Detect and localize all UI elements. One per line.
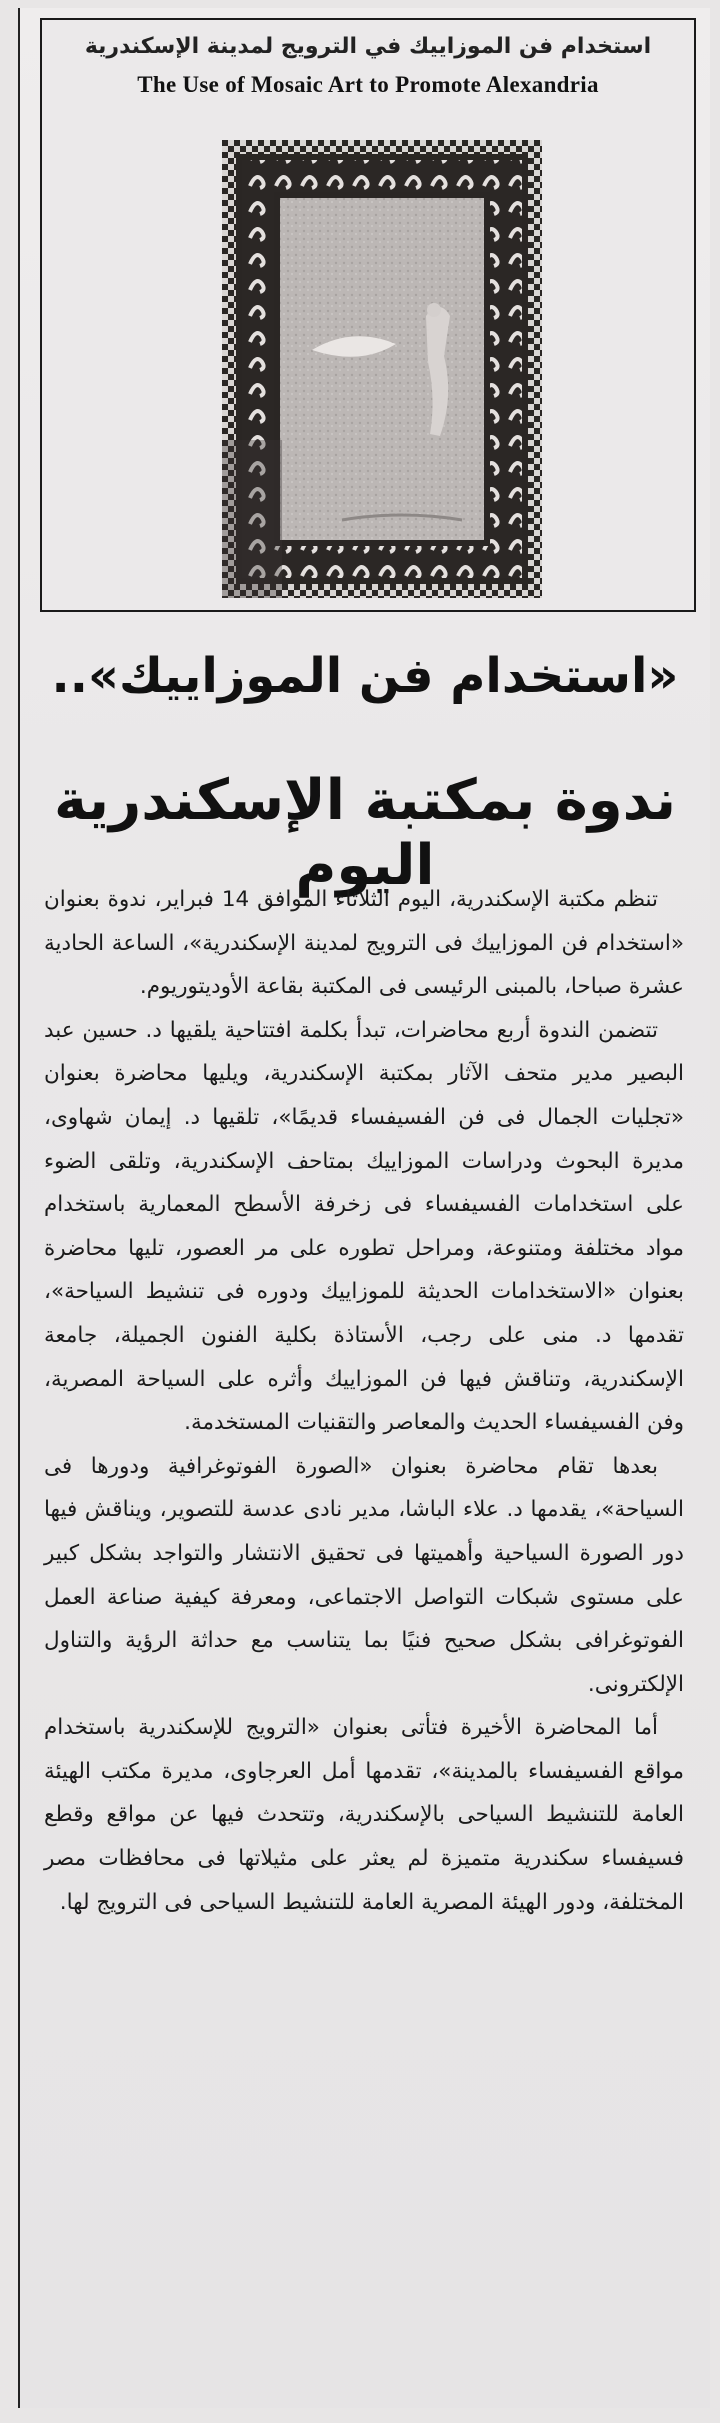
article-paragraph: أما المحاضرة الأخيرة فتأتى بعنوان «الترويج للإسكندرية باستخدام مواقع الفسيفساء بالمدينة»، تقدمها أمل العرجاوى، مديرة مكتب الهيئة العامة للتنشيط السياحى بالإسكندرية، وتتحدث فيها عن مواقع وقطع فسيفساء سكندرية متميزة لم يعثر على مثيلاتها فى محافظات مصر المختلفة، ودور الهيئة المصرية العامة للتنشيط السياحى فى الترويج لها. — [44, 1715, 684, 1915]
mosaic-photo — [222, 140, 542, 598]
headline-line-1: «استخدام فن الموزاييك».. — [51, 648, 679, 704]
photo-caption-arabic: استخدام فن الموزاييك في الترويج لمدينة الإسكندرية — [84, 34, 652, 59]
photo-box — [40, 18, 696, 612]
article-paragraph: بعدها تقام محاضرة بعنوان «الصورة الفوتوغرافية ودورها فى السياحة»، يقدمها د. علاء الباشا، مدير نادى عدسة للتصوير، ويناقش فيها دور الصورة السياحية وأهميتها فى تحقيق الانتشار والتواجد بشكل كبير على مستوى شبكات التواصل الاجتماعى، ومعرفة كيفية صناعة العمل الفوتوغرافى بشكل صحيح فنيًا بما يتناسب مع حداثة الرؤية والتناول الإلكترونى. — [44, 1453, 684, 1697]
headline-line-2: ندوة بمكتبة الإسكندرية اليوم — [53, 768, 676, 898]
article-paragraph: تتضمن الندوة أربع محاضرات، تبدأ بكلمة افتتاحية يلقيها د. حسين عبد البصير مدير متحف الآثار بمكتبة الإسكندرية، ويليها محاضرة بعنوان «تجليات الجمال فى فن الفسيفساء قديمًا»، تلقيها د. إيمان شهاوى، مديرة البحوث ودراسات الموزاييك بمتاحف الإسكندرية، وتلقى الضوء على استخدامات الفسيفساء فى زخرفة الأسطح المعمارية باستخدام مواد مختلفة ومتنوعة، ومراحل تطوره على مر العصور، تليها محاضرة بعنوان «الاستخدامات الحديثة للموزاييك ودوره فى تنشيط السياحة»، تقدمها د. منى على رجب، الأستاذة بكلية الفنون الجميلة، جامعة الإسكندرية، وتناقش فيها فن الموزاييك وأثره على السياحة المصرية، وفن الفسيفساء الحديث والمعاصر والتقنيات المستخدمة. — [44, 1017, 684, 1436]
article-paragraph: تنظم مكتبة الإسكندرية، اليوم الثلاثاء الموافق 14 فبراير، ندوة بعنوان «استخدام فن الموزاييك فى الترويج لمدينة الإسكندرية»، الساعة الحادية عشرة صباحا، بالمبنى الرئيسى فى المكتبة بقاعة الأوديتوريوم. — [44, 887, 684, 1000]
article-body — [44, 878, 684, 1924]
photo-caption-english: The Use of Mosaic Art to Promote Alexandria — [137, 72, 599, 97]
newspaper-clipping — [18, 8, 710, 2408]
